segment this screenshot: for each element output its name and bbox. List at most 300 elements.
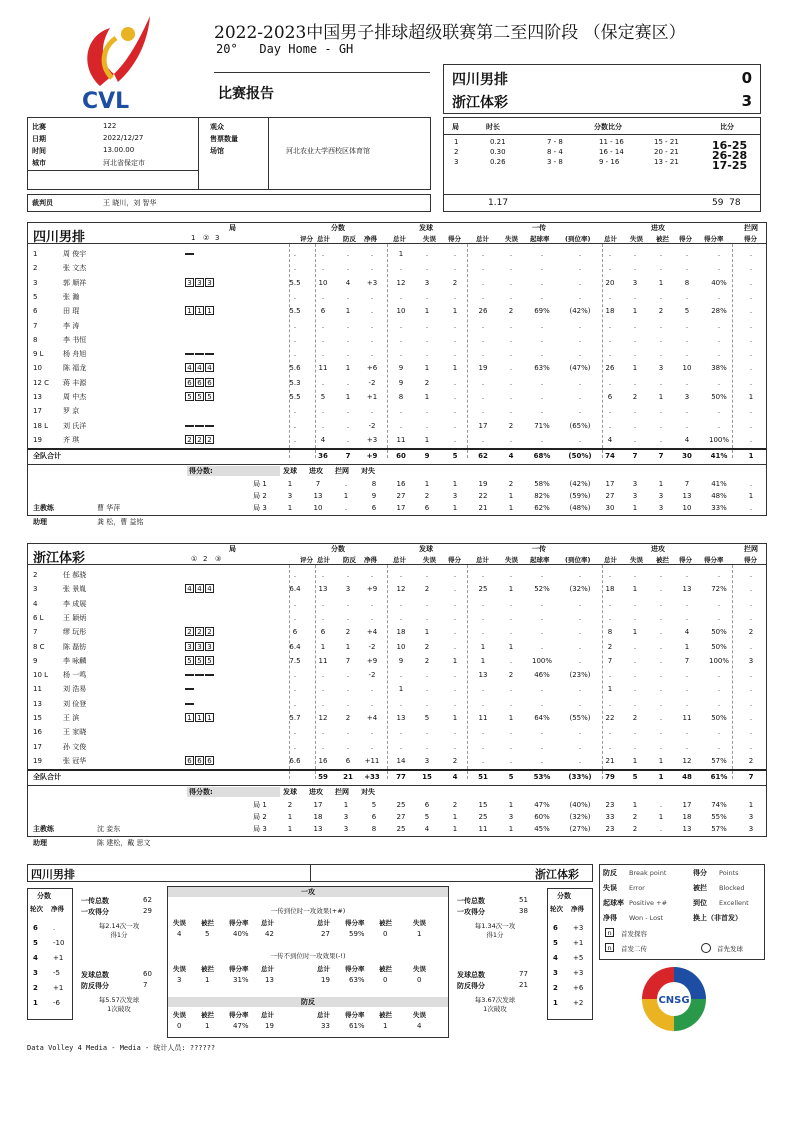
stat-rperf: . [578, 335, 582, 344]
set-sp: 3 [452, 492, 458, 501]
stat-rpos: . [540, 407, 544, 416]
stat-bp: 3 [345, 585, 351, 594]
mid-val: 13 [265, 976, 274, 984]
set-header: 分数比分 [594, 123, 622, 131]
stat-rt: . [481, 321, 485, 330]
stat-bp: . [346, 671, 350, 680]
coach-label: 主教练 [33, 504, 54, 513]
stat-bp: . [346, 264, 350, 273]
stat-bk: . [749, 685, 753, 694]
legend-desc: Positive +# [629, 899, 668, 907]
set-bk: 3 [748, 813, 754, 822]
stat-ab: . [659, 378, 663, 387]
stat-bk: . [749, 585, 753, 594]
set-sv: 27 [396, 813, 406, 822]
stat-bp: 6 [345, 756, 351, 765]
stat-rpos: . [540, 435, 544, 444]
stat-rpos: . [540, 599, 544, 608]
stat-ap: . [685, 250, 689, 258]
set-points: 1 [287, 504, 293, 513]
set-se: 2 [424, 492, 430, 501]
column-header: 总计 [317, 556, 330, 564]
stat-re: . [509, 264, 513, 273]
total-bp: 7 [345, 452, 351, 461]
stat-bp: 1 [345, 642, 351, 651]
player-name: 郭 顺祥 [63, 278, 87, 287]
stat-st: . [321, 599, 325, 608]
rotation-zone: 3 [205, 278, 214, 287]
stat-ab: . [659, 599, 663, 608]
set-rperf: (59%) [569, 492, 591, 501]
player-name: 陈 福龙 [63, 364, 87, 373]
stat-bp: 1 [345, 307, 351, 316]
set-se: 6 [424, 801, 430, 810]
set-points: 1 [287, 480, 293, 489]
stat-bk: 3 [748, 656, 754, 665]
stat-bk: 2 [748, 756, 754, 765]
stat-re: 1 [508, 642, 514, 651]
stat-ap: 4 [684, 628, 690, 637]
stat-bk: . [749, 321, 753, 330]
info-label: 比赛 [32, 123, 46, 131]
player-number: 10 [33, 364, 42, 373]
stat-st: . [321, 378, 325, 387]
mid-val: 63% [349, 976, 365, 984]
stat-at: 2 [607, 642, 613, 651]
stat-rperf: . [578, 292, 582, 301]
rotation-zone: 2 [185, 627, 194, 636]
stat-at: . [608, 421, 612, 430]
stat-se: 1 [424, 364, 430, 373]
stat-bp: 2 [345, 628, 351, 637]
stat-bp: 7 [345, 656, 351, 665]
stat-re: . [509, 613, 513, 622]
stat-se: . [425, 571, 429, 579]
stat-rperf: . [578, 435, 582, 444]
column-header: 得分 [448, 235, 461, 243]
stat-bp: . [346, 250, 350, 258]
total-ab: 7 [658, 452, 664, 461]
stat-bk: . [749, 364, 753, 373]
totals-label: 全队合计 [33, 773, 61, 782]
stat-sp: . [453, 435, 457, 444]
stat-ap: . [685, 599, 689, 608]
assistant-name: 龚 松，曹 益铭 [97, 518, 144, 527]
stat-rpos: . [540, 756, 544, 765]
stat-r: 5.5 [289, 278, 301, 287]
stat-st: . [321, 250, 325, 258]
stat-r: 5.6 [289, 364, 301, 373]
set-rperf: (42%) [569, 480, 591, 489]
stat-at: 1 [607, 685, 613, 694]
stat-se: 1 [424, 393, 430, 401]
side-label: 一传总数 [457, 897, 485, 905]
player-name: 王 颖炳 [63, 613, 87, 622]
stat-apct: . [717, 350, 721, 359]
stat-apct: . [717, 292, 721, 301]
score-box [443, 64, 761, 114]
stat-rt: . [481, 613, 485, 622]
mid-val: 4 [177, 930, 182, 938]
player-number: 10 L [33, 671, 49, 680]
stat-bk: . [749, 613, 753, 622]
stat-sv: . [399, 321, 403, 330]
set-at: 23 [605, 801, 615, 810]
stat-rt: 26 [478, 307, 488, 316]
set-points: 6 [371, 813, 377, 822]
stat-at: . [608, 728, 612, 737]
stat-se: 1 [424, 307, 430, 316]
stat-rperf: (42%) [569, 307, 591, 316]
stat-net: . [370, 728, 374, 737]
stat-net: -2 [368, 642, 376, 651]
mid-val: 3 [177, 976, 182, 984]
player-number: 2 [33, 264, 38, 273]
stat-ab: . [659, 685, 663, 694]
stat-st: . [321, 321, 325, 330]
stat-rpos: 100% [531, 656, 552, 665]
side-note: 每3.67次发球 [474, 996, 516, 1004]
set-apct: 74% [711, 801, 727, 810]
stat-at: . [608, 250, 612, 258]
stat-rperf: . [578, 407, 582, 416]
set-points: 7 [315, 480, 321, 489]
legend-key: 防反 [603, 869, 617, 877]
stat-sp: . [453, 292, 457, 301]
stat-bp: . [346, 571, 350, 579]
stat-net: . [370, 321, 374, 330]
stat-at: . [608, 671, 612, 680]
stat-sv: . [399, 264, 403, 273]
stat-net: +3 [366, 435, 378, 444]
rotation-zone: 6 [195, 756, 204, 765]
stat-sp: . [453, 335, 457, 344]
stat-r: . [293, 421, 297, 430]
stat-rpos: 64% [534, 714, 550, 722]
total-st: 59 [318, 773, 328, 782]
rot-number: 6 [553, 924, 558, 932]
group-header: 分数 [331, 545, 345, 553]
stat-re: . [509, 685, 513, 694]
set-points: 8 [371, 825, 377, 834]
stat-at: . [608, 613, 612, 622]
set-row-label: 局 2 [253, 813, 267, 822]
stat-sv: . [399, 350, 403, 359]
stat-sp: 1 [452, 656, 458, 665]
stat-rt: 13 [478, 671, 488, 680]
info-label: 城市 [32, 159, 46, 167]
stat-ap: 5 [684, 307, 690, 316]
side-value: 51 [519, 896, 528, 904]
stat-st: 11 [318, 364, 328, 373]
points-header: 进攻 [309, 467, 323, 476]
total-bk: 7 [748, 773, 754, 782]
stat-at: 26 [605, 364, 615, 373]
stat-bk: . [749, 250, 753, 258]
stat-bp: . [346, 613, 350, 622]
rotation-zone: 6 [185, 756, 194, 765]
stat-ae: . [633, 671, 637, 680]
mid-col: 失误 [413, 1011, 426, 1019]
column-header: 总计 [476, 235, 489, 243]
legend-key: 被拦 [693, 884, 707, 892]
stat-sp: . [453, 599, 457, 608]
column-header: 总计 [604, 235, 617, 243]
stat-st: . [321, 350, 325, 359]
set-se: 1 [424, 480, 430, 489]
player-name: 李 成展 [63, 599, 87, 608]
stat-rpos: . [540, 278, 544, 287]
stat-ae: . [633, 571, 637, 579]
mid-val: 27 [321, 930, 330, 938]
player-name: 李 咏麟 [63, 656, 87, 665]
stat-ab: . [659, 250, 663, 258]
total-rpos: 68% [533, 452, 551, 461]
coach-name: 曹 华萍 [97, 504, 121, 513]
stat-ab: . [659, 728, 663, 737]
stat-r: . [293, 335, 297, 344]
stat-net: +3 [366, 278, 378, 287]
assistant-label: 助理 [33, 518, 47, 527]
cnsg-logo [639, 964, 709, 1034]
set-apct: 55% [711, 813, 727, 822]
set-bk: 1 [748, 492, 754, 501]
mid-val: 1 [417, 930, 422, 938]
stat-ae: . [633, 642, 637, 651]
stat-r: . [293, 407, 297, 416]
stat-apct: 38% [711, 364, 727, 373]
stat-at: 6 [607, 393, 613, 401]
stat-re: . [509, 350, 513, 359]
stat-bp: . [346, 728, 350, 737]
stat-sp: . [453, 642, 457, 651]
stat-st: . [321, 699, 325, 708]
stat-st: . [321, 335, 325, 344]
stat-se: . [425, 335, 429, 344]
rotation-zone: 2 [185, 435, 194, 444]
stat-ae: . [633, 421, 637, 430]
set-points: 1 [343, 492, 349, 501]
stat-net: +4 [366, 628, 378, 637]
stat-rt: . [481, 393, 485, 401]
stat-ae: 2 [632, 714, 638, 722]
partial-1: 3 - 8 [547, 158, 563, 166]
rot-number: 1 [33, 999, 38, 1007]
stat-net: . [370, 307, 374, 316]
mid-val: 4 [417, 1022, 422, 1030]
stat-r: . [293, 728, 297, 737]
stat-ap: 7 [684, 656, 690, 665]
report-subtitle: 20° Day Home - GH [216, 42, 354, 56]
rot-number: 4 [553, 954, 558, 962]
stat-re: . [509, 699, 513, 708]
stat-ab: . [659, 350, 663, 359]
stat-bk: . [749, 435, 753, 444]
column-header: 得分 [744, 235, 757, 243]
stat-bp: . [346, 407, 350, 416]
stat-at: . [608, 699, 612, 708]
rot-net: +5 [573, 954, 584, 962]
column-header: 失误 [505, 235, 518, 243]
stat-net: . [370, 699, 374, 708]
stat-apct: 28% [711, 307, 727, 316]
stat-rt: . [481, 407, 485, 416]
legend-key: 到位 [693, 899, 707, 907]
stat-ae: 2 [632, 393, 638, 401]
rot-number: 3 [553, 969, 558, 977]
set-ab: 3 [658, 492, 664, 501]
info-value: 河北省保定市 [103, 159, 145, 167]
stat-r: 5.5 [289, 307, 301, 316]
stat-re: . [509, 278, 513, 287]
points-label: 得分数: [189, 467, 213, 476]
mid-val: 1 [383, 1022, 388, 1030]
stat-ae: 3 [632, 278, 638, 287]
stat-sv: 9 [398, 656, 404, 665]
set-bk: 1 [748, 801, 754, 810]
stat-ap: . [685, 571, 689, 579]
stat-net: -2 [368, 378, 376, 387]
stat-sv: . [399, 292, 403, 301]
rot-net: -6 [53, 999, 60, 1007]
stat-apct: . [717, 728, 721, 737]
column-header: (到位率) [565, 556, 591, 564]
side-value: 29 [143, 907, 152, 915]
stat-at: 18 [605, 585, 615, 594]
set-mark: 3 [215, 234, 220, 242]
stat-apct: 100% [708, 656, 729, 665]
stat-sv: 1 [398, 250, 404, 258]
stat-rperf: . [578, 250, 582, 258]
stat-st: 1 [320, 642, 326, 651]
player-name: 刘 俭登 [63, 699, 87, 708]
stat-sp: . [453, 378, 457, 387]
stat-apct: . [717, 321, 721, 330]
rotation-zone: 2 [195, 627, 204, 636]
side-note: 1次破攻 [107, 1005, 131, 1013]
stat-rpos: . [540, 264, 544, 273]
set-points: . [344, 504, 348, 513]
set-points: 1 [343, 801, 349, 810]
mid-val: 0 [383, 976, 388, 984]
team-name: 四川男排 [33, 230, 86, 245]
rotation-zone: 1 [195, 306, 204, 315]
stat-rperf: . [578, 685, 582, 694]
stat-rpos: . [540, 728, 544, 737]
referee-label: 裁判员 [32, 199, 53, 207]
stat-rpos: . [540, 321, 544, 330]
stat-bp: . [346, 742, 350, 751]
rot-score-label: 分数 [557, 892, 571, 900]
set-ab: 1 [658, 480, 664, 489]
stat-sp: 2 [452, 278, 458, 287]
set-ae: 2 [632, 825, 638, 834]
stat-sp: . [453, 321, 457, 330]
stat-net: -2 [368, 421, 376, 430]
set-se: 4 [424, 825, 430, 834]
stat-sp: . [453, 571, 457, 579]
rotation-zone: 2 [205, 627, 214, 636]
stat-ap: . [685, 292, 689, 301]
side-label: 发球总数 [81, 971, 109, 979]
set-points: 2 [287, 801, 293, 810]
set-bk: 3 [748, 825, 754, 834]
stat-re: . [509, 335, 513, 344]
side-value: 77 [519, 970, 528, 978]
stat-ae: . [633, 321, 637, 330]
stat-r: . [293, 321, 297, 330]
rotation-zone: 3 [185, 642, 194, 651]
stat-rpos: 46% [534, 671, 550, 680]
rotation-zone: 5 [205, 392, 214, 401]
group-header: 一传 [532, 224, 546, 232]
stat-ab: . [659, 435, 663, 444]
stat-st: . [321, 292, 325, 301]
mid-col: 被拦 [379, 1011, 392, 1019]
stat-rt: 17 [478, 421, 488, 430]
stat-rt: 1 [480, 642, 486, 651]
set-ap: 13 [682, 492, 692, 501]
stat-rpos: 69% [534, 307, 550, 316]
stat-ap: 12 [682, 756, 692, 765]
set-mark: ① [191, 555, 198, 563]
rot-number: 5 [553, 939, 558, 947]
stat-re: 2 [508, 307, 514, 316]
side-value: 21 [519, 981, 528, 989]
column-header: 得分 [679, 556, 692, 564]
player-number: 17 [33, 742, 42, 751]
mid-col: 总计 [317, 965, 330, 973]
player-number: 16 [33, 728, 42, 737]
stat-rt: 11 [478, 714, 488, 722]
stat-sv: 10 [396, 307, 406, 316]
set-apct: 33% [711, 504, 727, 513]
stat-r: . [293, 292, 297, 301]
stat-rperf: . [578, 350, 582, 359]
group-header: 局 [229, 545, 236, 553]
player-number: 3 [33, 585, 38, 594]
column-header: 总计 [393, 556, 406, 564]
set-row-label: 局 1 [253, 480, 267, 489]
stat-net: . [370, 742, 374, 751]
mid-col: 总计 [261, 1011, 274, 1019]
venue: 河北农业大学西校区体育馆 [286, 147, 370, 155]
points-header: 发球 [283, 788, 297, 797]
total-re: 5 [508, 773, 514, 782]
stat-st: 11 [318, 656, 328, 665]
player-name: 杨 一鸣 [63, 671, 87, 680]
set-rt: 15 [478, 801, 488, 810]
set-final: 16-25 [712, 139, 748, 152]
player-name: 周 中杰 [63, 393, 87, 401]
set-rt: 21 [478, 504, 488, 513]
total-se: 9 [424, 452, 430, 461]
set-re: 1 [508, 504, 514, 513]
stat-ae: . [633, 728, 637, 737]
column-header: 防反 [343, 235, 356, 243]
stat-st: 12 [318, 714, 328, 722]
set-mark: 1 [191, 234, 196, 242]
side-note: 每1.34次一攻 [474, 922, 516, 930]
stat-at: . [608, 571, 612, 579]
stat-rt: . [481, 350, 485, 359]
group-header: 一传 [532, 545, 546, 553]
side-note: 每5.57次发球 [98, 996, 140, 1004]
set-number: 1 [454, 138, 459, 146]
stat-apct: . [717, 264, 721, 273]
stat-at: . [608, 378, 612, 387]
stat-bp: . [346, 378, 350, 387]
